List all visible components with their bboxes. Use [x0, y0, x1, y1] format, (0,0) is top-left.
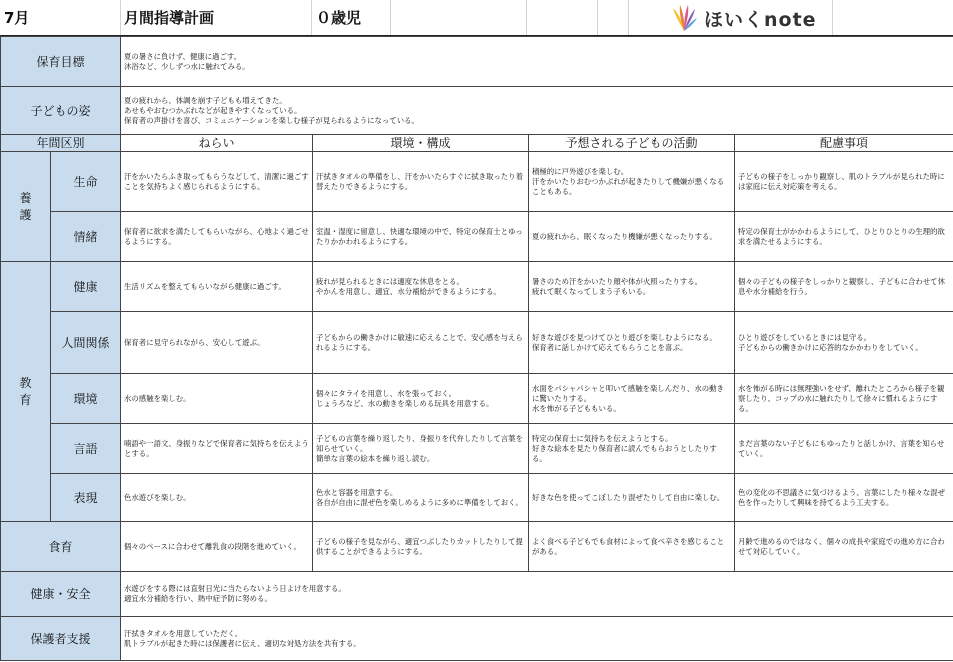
- health-safety-row: [1, 572, 953, 617]
- header-divider: [390, 0, 391, 35]
- monthly-plan-table: [0, 36, 953, 661]
- table-row: [1, 474, 953, 522]
- consideration-cell: 個々の子どもの様子をしっかりと観察し、子どもに合わせて休息や水分補給を行う。: [735, 262, 953, 312]
- document-title: 月間指導計画: [124, 9, 215, 27]
- header-divider: [832, 0, 833, 35]
- environment-cell: 疲れが見られるときには適度な休息をとる。 やかんを用意し、適宜、水分補給ができるようにする。: [313, 262, 529, 312]
- column-header-period: 年間区別: [1, 135, 121, 152]
- row-label: 情緒: [51, 212, 121, 262]
- aim-cell: 個々のペースに合わせて離乳食の段階を進めていく。: [121, 522, 313, 572]
- brand-name: ほいくnote: [704, 8, 817, 31]
- environment-cell: 個々にタライを用意し、水を張っておく。 じょうろなど、水の動きを楽しめる玩具を用意する。: [313, 374, 529, 424]
- expected-activity-cell: 夏の疲れから、眠くなったり機嫌が悪くなったりする。: [529, 212, 735, 262]
- child-state-row: [1, 87, 953, 135]
- aim-cell: 生活リズムを整えてもらいながら健康に過ごす。: [121, 262, 313, 312]
- leaf-logo-icon: [672, 3, 698, 33]
- food-row: [1, 522, 953, 572]
- column-header-consideration: 配慮事項: [735, 135, 953, 152]
- header-divider: [526, 0, 527, 35]
- expected-activity-cell: 好きな遊びを見つけてひとり遊びを楽しむようになる。 保育者に話しかけて応えてもらうことを喜ぶ。: [529, 312, 735, 374]
- environment-cell: 子どもからの働きかけに敏速に応えることで、安心感を与えられるようにする。: [313, 312, 529, 374]
- parent-support-row: [1, 617, 953, 661]
- food-label: 食育: [1, 522, 121, 572]
- group-education-label: 教 育: [1, 262, 51, 522]
- environment-cell: 色水と容器を用意する。 各自が自由に混ぜ色を楽しめるように多めに準備をしておく。: [313, 474, 529, 522]
- health-safety-text: 水遊びをする際には直射日光に当たらないよう日よけを用意する。 適宜水分補給を行い、熱中症予防に努める。: [121, 572, 953, 617]
- header-divider: [597, 0, 598, 35]
- aim-cell: 保育者に欲求を満たしてもらいながら、心地よく過ごせるようにする。: [121, 212, 313, 262]
- column-header-expected: 予想される子どもの活動: [529, 135, 735, 152]
- expected-activity-cell: 積極的に戸外遊びを楽しむ。 汗をかいたりおむつかぶれが起きたりして機嫌が悪くなることもある。: [529, 152, 735, 212]
- expected-activity-cell: 水面をパシャパシャと叩いて感触を楽しんだり、水の動きに驚いたりする。 水を怖がる子どももいる。: [529, 374, 735, 424]
- row-label: 人間関係: [51, 312, 121, 374]
- aim-cell: 保育者に見守られながら、安心して遊ぶ。: [121, 312, 313, 374]
- child-state-label: 子どもの姿: [1, 87, 121, 135]
- column-header-row: [1, 135, 953, 152]
- row-label: 健康: [51, 262, 121, 312]
- brand-logo: [672, 3, 832, 33]
- health-safety-label: 健康・安全: [1, 572, 121, 617]
- header-divider: [120, 0, 121, 35]
- consideration-cell: 月齢で進めるのではなく、個々の成長や家庭での進め方に合わせて対応していく。: [735, 522, 953, 572]
- environment-cell: 室温・湿度に留意し、快適な環境の中で、特定の保育士とゆったりかかわれるようにする。: [313, 212, 529, 262]
- goal-row: [1, 37, 953, 87]
- header-divider: [628, 0, 629, 35]
- table-row: [1, 212, 953, 262]
- column-header-environment: 環境・構成: [313, 135, 529, 152]
- goal-label: 保育目標: [1, 37, 121, 87]
- aim-cell: 色水遊びを楽しむ。: [121, 474, 313, 522]
- consideration-cell: まだ言葉のない子どもにもゆったりと話しかけ、言葉を知らせていく。: [735, 424, 953, 474]
- table-row: [1, 312, 953, 374]
- group-care-label: 養 護: [1, 152, 51, 262]
- consideration-cell: 色の変化の不思議さに気づけるよう、言葉にしたり様々な混ぜ色を作ったりして興味を持てるよう工夫する。: [735, 474, 953, 522]
- consideration-cell: 水を怖がる時には無理強いをせず、離れたところから様子を観察したり、コップの水に触れたりして徐々に慣れるようにする。: [735, 374, 953, 424]
- table-row: [1, 374, 953, 424]
- parent-support-label: 保護者支援: [1, 617, 121, 661]
- aim-cell: 水の感触を楽しむ。: [121, 374, 313, 424]
- table-row: [1, 262, 953, 312]
- goal-text: 夏の暑さに負けず、健康に過ごす。 沐浴など、少しずつ水に触れてみる。: [121, 37, 953, 87]
- table-row: [1, 424, 953, 474]
- table-row: [1, 152, 953, 212]
- parent-support-text: 汗拭きタオルを用意していただく。 肌トラブルが起きた時には保護者に伝え、適切な対処方法を共有する。: [121, 617, 953, 661]
- expected-activity-cell: 暑さのため汗をかいたり顔や体が火照ったりする。 疲れて眠くなってしまう子もいる。: [529, 262, 735, 312]
- expected-activity-cell: よく食べる子どもでも食材によって食べ辛さを感じることがある。: [529, 522, 735, 572]
- expected-activity-cell: 特定の保育士に気持ちを伝えようとする。 好きな絵本を見たり保育者に読んでもらおうとしたりする。: [529, 424, 735, 474]
- aim-cell: 汗をかいたらふき取ってもらうなどして、清潔に過ごすことを気持ちよく感じられるようにする。: [121, 152, 313, 212]
- consideration-cell: 子どもの様子をしっかり観察し、肌のトラブルが見られた時には家庭に伝え対応策を考える。: [735, 152, 953, 212]
- environment-cell: 子どもの様子を見ながら、適宜つぶしたりカットしたりして提供することができるようにする。: [313, 522, 529, 572]
- month-label: 7月: [4, 9, 30, 27]
- consideration-cell: 特定の保育士がかかわるようにして、ひとりひとりの生理的欲求を満たせるようにする。: [735, 212, 953, 262]
- child-state-text: 夏の疲れから、体調を崩す子どもも増えてきた。 あせもやおむつかぶれなどが起きやすくなっている。 保育者の声掛けを喜び、コミュニケーションを楽しむ様子が見られるようになっている。: [121, 87, 953, 135]
- column-header-aim: ねらい: [121, 135, 313, 152]
- expected-activity-cell: 好きな色を使ってこぼしたり混ぜたりして自由に楽しむ。: [529, 474, 735, 522]
- consideration-cell: ひとり遊びをしているときには見守る。 子どもからの働きかけに応答的なかかわりをしていく。: [735, 312, 953, 374]
- row-label: 表現: [51, 474, 121, 522]
- environment-cell: 汗拭きタオルの準備をし、汗をかいたらすぐに拭き取ったり着替えたりできるようにする。: [313, 152, 529, 212]
- header-divider: [311, 0, 312, 35]
- row-label: 環境: [51, 374, 121, 424]
- row-label: 言語: [51, 424, 121, 474]
- row-label: 生命: [51, 152, 121, 212]
- aim-cell: 喃語や一語文、身振りなどで保育者に気持ちを伝えようとする。: [121, 424, 313, 474]
- environment-cell: 子どもの言葉を繰り返したり、身振りを代弁したりして言葉を知らせていく。 簡単な言葉の絵本を繰り返し読む。: [313, 424, 529, 474]
- header-bar: [0, 0, 953, 37]
- age-class-label: ０歳児: [316, 9, 362, 27]
